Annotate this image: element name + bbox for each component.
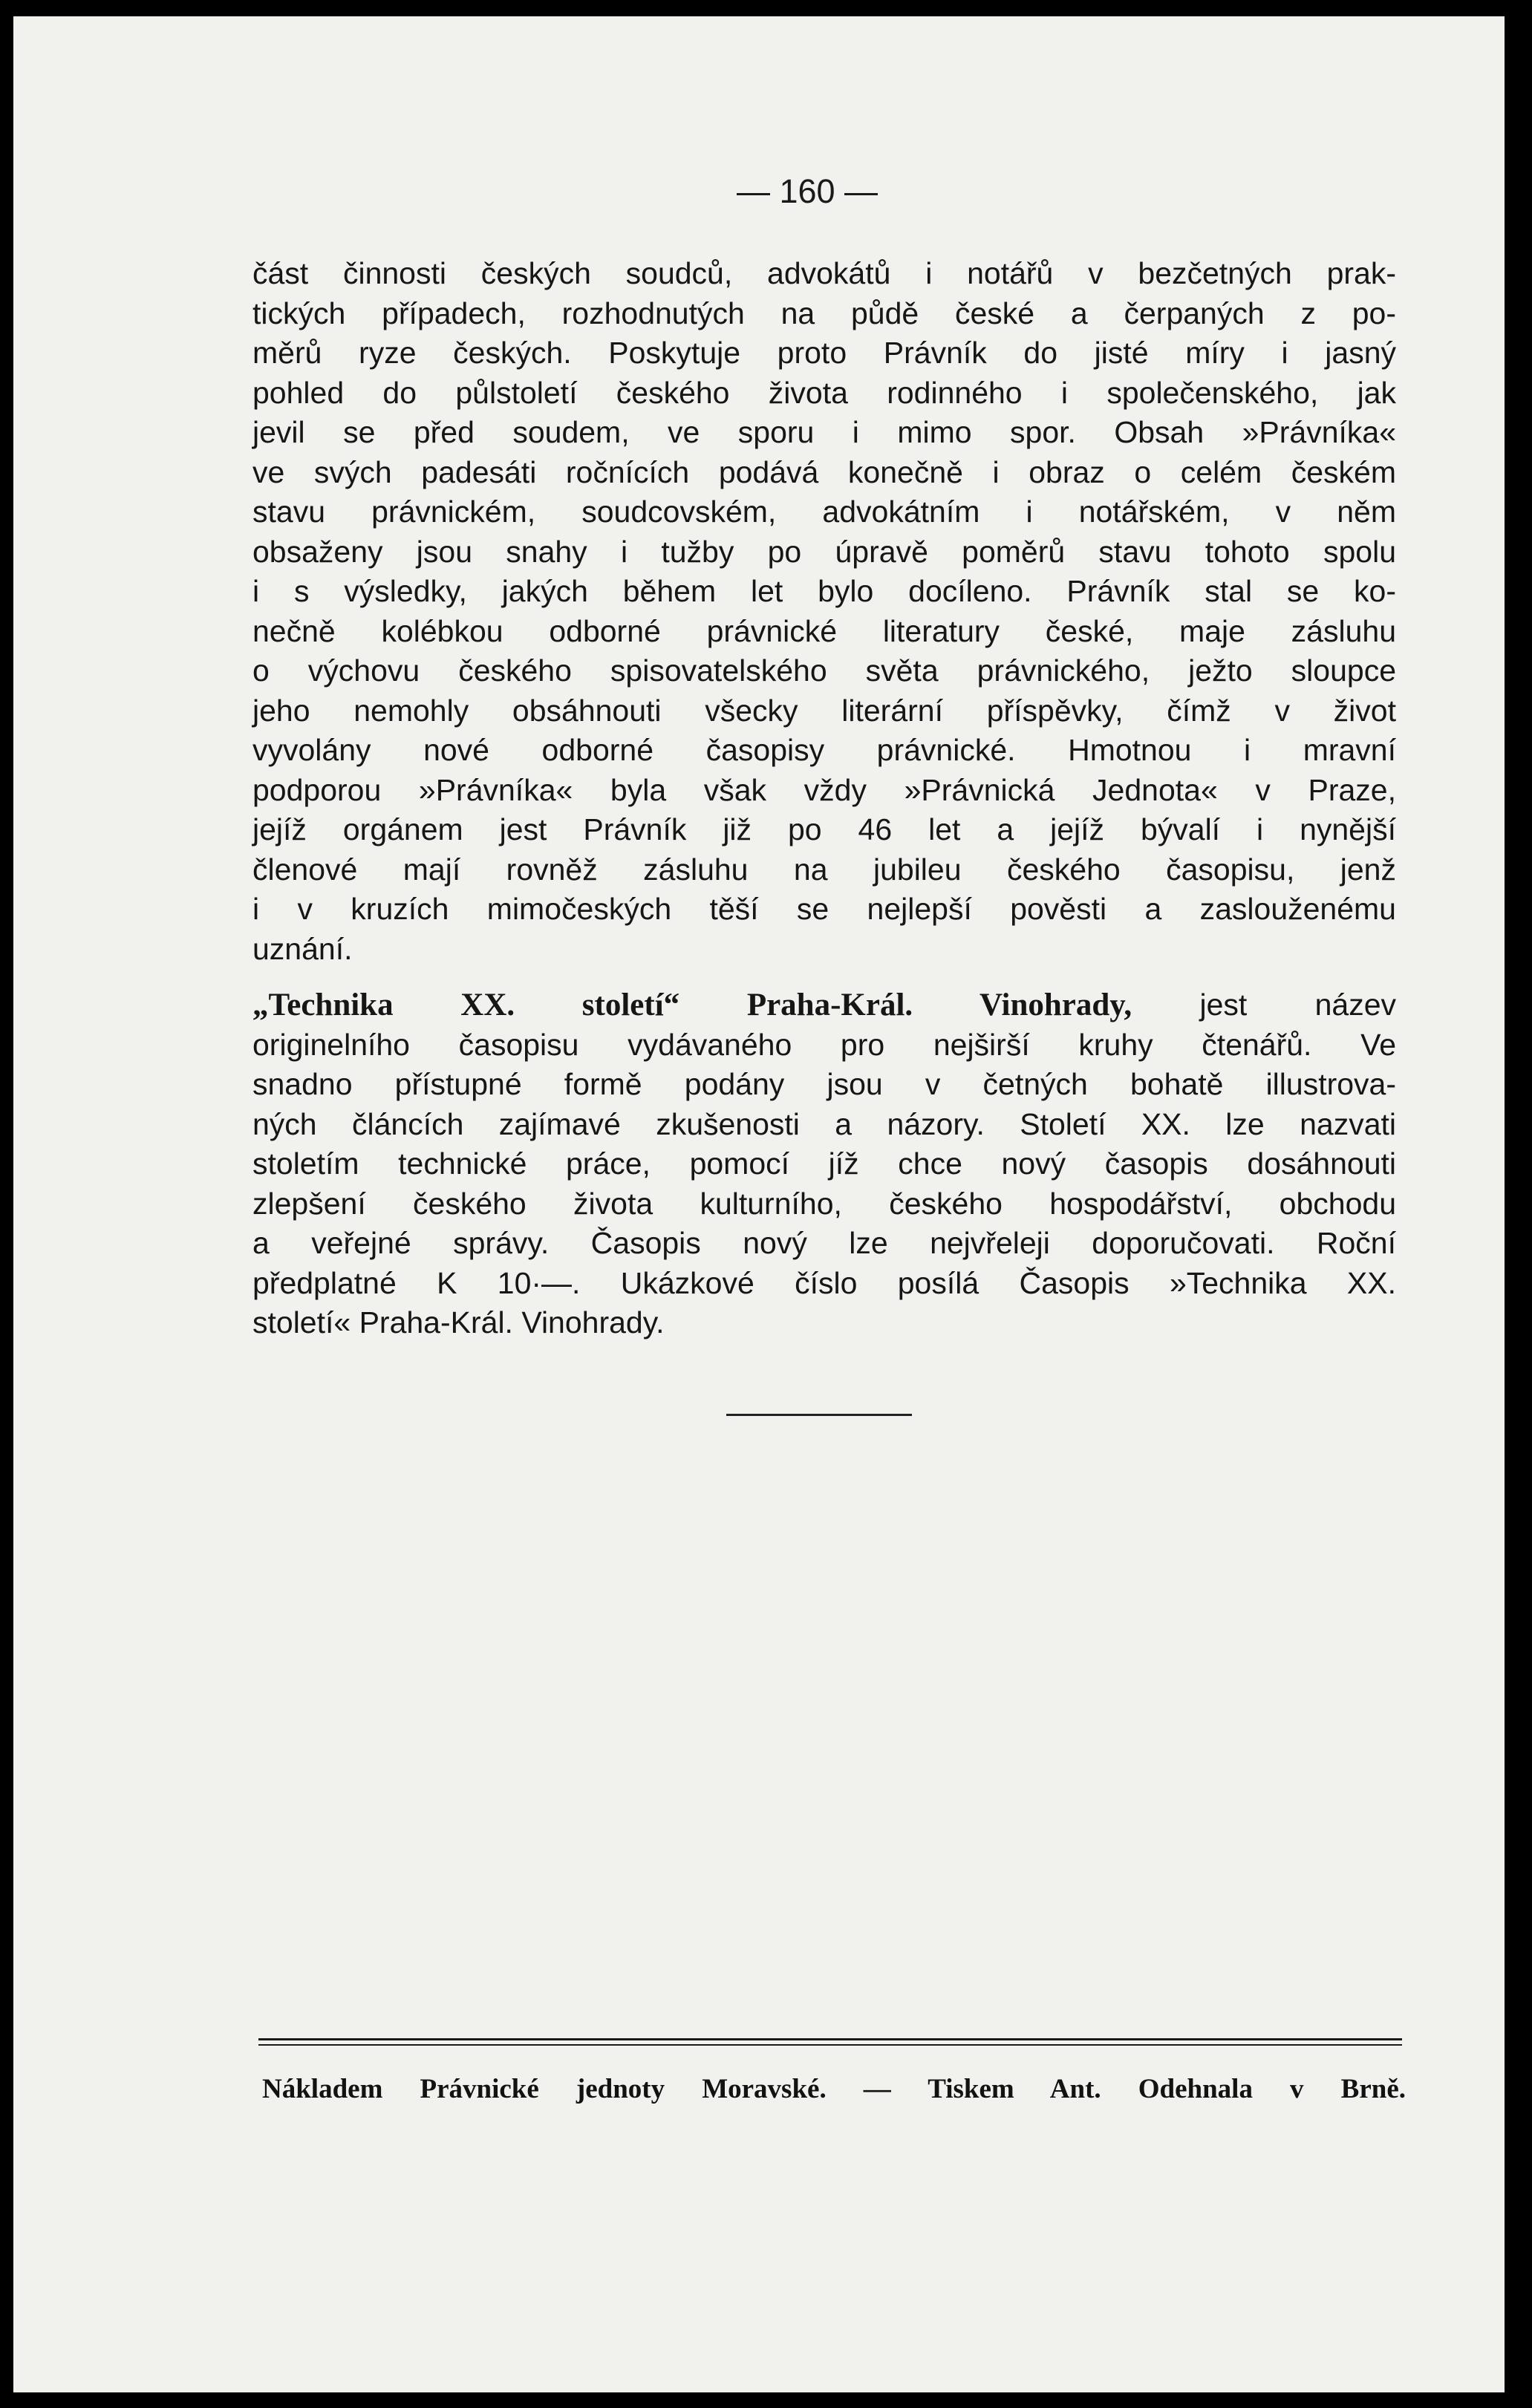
paragraph-pravnik: [252, 254, 1396, 969]
page-number-text: — 160 —: [736, 172, 879, 210]
text-line: tických případech, rozhodnutých na půdě české a čerpaných z po-: [252, 296, 1396, 330]
footer-rule: [258, 2038, 1402, 2040]
text-line: jeho nemohly obsáhnouti všecky literární příspěvky, čímž v život: [252, 693, 1396, 728]
text-line: o výchovu českého spisovatelského světa právnického, ježto sloupce: [252, 653, 1396, 688]
text-line: pohled do půlstoletí českého života rodinného i společenského, jak: [252, 375, 1396, 410]
text-line: předplatné K 10·—. Ukázkové číslo posílá Časopis »Technika XX.: [252, 1265, 1396, 1300]
text-line: část činnosti českých soudců, advokátů i notářů v bezčetných prak-: [252, 256, 1396, 290]
imprint-footer: Nákladem Právnické jednoty Moravské. — Tiskem Ant. Odehnala v Brně.: [262, 2074, 1406, 2104]
body-text: [252, 254, 1396, 1343]
text-line: originelního časopisu vydávaného pro nejširší kruhy čtenářů. Ve: [252, 1027, 1396, 1062]
text-line: i v kruzích mimočeských těší se nejlepší pověsti a zaslouženému: [252, 892, 1396, 926]
text-line: a veřejné správy. Časopis nový lze nejvřeleji doporučovati. Roční: [252, 1226, 1396, 1260]
text-line: i s výsledky, jakých během let bylo docíleno. Právník stal se ko-: [252, 574, 1396, 608]
text-line: jevil se před soudem, ve sporu i mimo spor. Obsah »Právníka«: [252, 415, 1396, 449]
text-line: jejíž orgánem jest Právník již po 46 let a jejíž bývalí i nynější: [252, 812, 1396, 846]
text-line: členové mají rovněž zásluhu na jubileu českého časopisu, jenž: [252, 852, 1396, 887]
text-line: stavu právnickém, soudcovském, advokátním i notářském, v něm: [252, 495, 1396, 529]
text-line: uznání.: [252, 931, 353, 966]
text-line: stoletím technické práce, pomocí jíž chce nový časopis dosáhnouti: [252, 1146, 1396, 1181]
text-line: vyvolány nové odborné časopisy právnické. Hmotnou i mravní: [252, 733, 1396, 767]
text-line: ných článcích zajímavé zkušenosti a názory. Století XX. lze nazvati: [252, 1106, 1396, 1141]
section-divider: [726, 1414, 912, 1416]
paragraph-technika: [252, 985, 1396, 1343]
heading-line: [252, 985, 1396, 1025]
footer-rule: [258, 2044, 1402, 2046]
text-line: nečně kolébkou odborné právnické literatury české, maje zásluhu: [252, 613, 1396, 648]
text-line: měrů ryze českých. Poskytuje proto Právník do jisté míry i jasný: [252, 336, 1396, 370]
paragraph-heading: „Technika XX. století“ Praha-Král. Vinohrady,: [252, 988, 1132, 1022]
text-line: obsaženy jsou snahy i tužby po úpravě poměrů stavu tohoto spolu: [252, 534, 1396, 569]
text-line: století« Praha-Král. Vinohrady.: [252, 1305, 665, 1340]
heading-line-rest: jest název: [1132, 988, 1396, 1022]
text-line: ve svých padesáti ročnících podává konečně i obraz o celém českém: [252, 454, 1396, 489]
document-page: [13, 16, 1505, 2392]
text-line: podporou »Právníka« byla však vždy »Právnická Jednota« v Praze,: [252, 772, 1396, 807]
text-line: snadno přístupné formě podány jsou v četných bohatě illustrova-: [252, 1067, 1396, 1101]
page-number: [13, 172, 1505, 211]
text-line: zlepšení českého života kulturního, českého hospodářství, obchodu: [252, 1186, 1396, 1221]
